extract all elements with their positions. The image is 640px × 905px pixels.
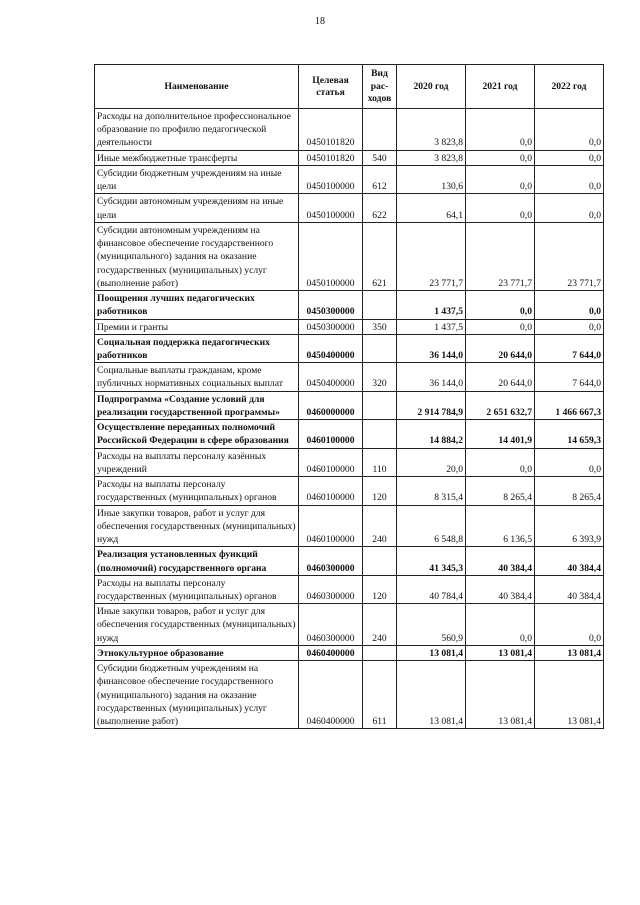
row-vid-cell: 120	[363, 575, 397, 603]
row-code-cell: 0460100000	[299, 505, 363, 547]
row-vid-cell: 240	[363, 505, 397, 547]
row-name-cell: Расходы на выплаты персоналу казённых учреждений	[95, 448, 299, 476]
table-row	[95, 165, 604, 193]
row-vid-cell	[363, 291, 397, 319]
row-2020-cell: 14 884,2	[397, 420, 466, 448]
row-vid-cell: 611	[363, 661, 397, 729]
table-row	[95, 334, 604, 362]
row-vid-cell: 350	[363, 319, 397, 334]
row-2020-cell: 40 784,4	[397, 575, 466, 603]
row-code-cell: 0450100000	[299, 222, 363, 290]
row-vid-cell	[363, 547, 397, 575]
row-2021-cell: 20 644,0	[466, 334, 535, 362]
table-row	[95, 420, 604, 448]
row-2021-cell: 23 771,7	[466, 222, 535, 290]
row-2022-cell: 13 081,4	[535, 661, 604, 729]
row-2020-cell: 1 437,5	[397, 291, 466, 319]
row-vid-cell	[363, 109, 397, 151]
row-vid-cell	[363, 645, 397, 660]
row-2020-cell: 36 144,0	[397, 363, 466, 391]
row-2021-cell: 40 384,4	[466, 547, 535, 575]
row-2020-cell: 20,0	[397, 448, 466, 476]
row-2022-cell: 13 081,4	[535, 645, 604, 660]
row-code-cell: 0460400000	[299, 661, 363, 729]
row-2020-cell: 23 771,7	[397, 222, 466, 290]
row-2020-cell: 41 345,3	[397, 547, 466, 575]
row-2022-cell: 8 265,4	[535, 477, 604, 505]
row-2020-cell: 1 437,5	[397, 319, 466, 334]
row-2021-cell: 13 081,4	[466, 645, 535, 660]
row-2021-cell: 0,0	[466, 150, 535, 165]
row-name-cell: Субсидии автономным учреждениям на финансовое обеспечение государственного (муниципального) задания на оказание государственных (муниципальных) услуг (выполнение работ)	[95, 222, 299, 290]
row-2022-cell: 0,0	[535, 604, 604, 646]
row-name-cell: Иные межбюджетные трансферты	[95, 150, 299, 165]
row-code-cell: 0460300000	[299, 604, 363, 646]
table-row	[95, 645, 604, 660]
header-2020: 2020 год	[397, 65, 466, 109]
row-code-cell: 0450101820	[299, 150, 363, 165]
row-2020-cell: 2 914 784,9	[397, 391, 466, 419]
table-row	[95, 575, 604, 603]
row-name-cell: Иные закупки товаров, работ и услуг для обеспечения государственных (муниципальных) нужд	[95, 604, 299, 646]
row-code-cell: 0450300000	[299, 291, 363, 319]
row-code-cell: 0450100000	[299, 165, 363, 193]
row-2021-cell: 0,0	[466, 194, 535, 222]
row-2022-cell: 0,0	[535, 194, 604, 222]
row-2020-cell: 6 548,8	[397, 505, 466, 547]
row-2020-cell: 36 144,0	[397, 334, 466, 362]
row-2022-cell: 6 393,9	[535, 505, 604, 547]
row-2021-cell: 0,0	[466, 448, 535, 476]
header-vid: Вид рас-ходов	[363, 65, 397, 109]
row-code-cell: 0450400000	[299, 334, 363, 362]
row-2021-cell: 6 136,5	[466, 505, 535, 547]
row-code-cell: 0450300000	[299, 319, 363, 334]
row-vid-cell: 110	[363, 448, 397, 476]
row-vid-cell: 120	[363, 477, 397, 505]
row-code-cell: 0460300000	[299, 547, 363, 575]
row-2021-cell: 0,0	[466, 291, 535, 319]
row-code-cell: 0450400000	[299, 363, 363, 391]
row-2021-cell: 40 384,4	[466, 575, 535, 603]
table-row	[95, 391, 604, 419]
row-name-cell: Реализация установленных функций (полномочий) государственного органа	[95, 547, 299, 575]
row-2021-cell: 14 401,9	[466, 420, 535, 448]
row-vid-cell	[363, 334, 397, 362]
row-2020-cell: 3 823,8	[397, 109, 466, 151]
row-2022-cell: 40 384,4	[535, 575, 604, 603]
row-2022-cell: 0,0	[535, 165, 604, 193]
row-vid-cell	[363, 391, 397, 419]
table-row	[95, 319, 604, 334]
row-2022-cell: 1 466 667,3	[535, 391, 604, 419]
row-2022-cell: 14 659,3	[535, 420, 604, 448]
row-code-cell: 0450100000	[299, 194, 363, 222]
table-row	[95, 547, 604, 575]
row-vid-cell: 240	[363, 604, 397, 646]
row-name-cell: Иные закупки товаров, работ и услуг для обеспечения государственных (муниципальных) нужд	[95, 505, 299, 547]
table-row	[95, 109, 604, 151]
table-row	[95, 505, 604, 547]
table-row	[95, 477, 604, 505]
row-2022-cell: 0,0	[535, 319, 604, 334]
header-2021: 2021 год	[466, 65, 535, 109]
row-code-cell: 0450101820	[299, 109, 363, 151]
row-code-cell: 0460300000	[299, 575, 363, 603]
row-name-cell: Расходы на дополнительное профессиональное образование по профилю педагогической деятельности	[95, 109, 299, 151]
row-code-cell: 0460400000	[299, 645, 363, 660]
row-code-cell: 0460100000	[299, 448, 363, 476]
row-2022-cell: 7 644,0	[535, 334, 604, 362]
row-vid-cell: 540	[363, 150, 397, 165]
row-name-cell: Расходы на выплаты персоналу государственных (муниципальных) органов	[95, 477, 299, 505]
row-name-cell: Субсидии бюджетным учреждениям на финансовое обеспечение государственного (муниципального) задания на оказание государственных (муниципальных) услуг (выполнение работ)	[95, 661, 299, 729]
row-2022-cell: 0,0	[535, 448, 604, 476]
row-2020-cell: 8 315,4	[397, 477, 466, 505]
row-vid-cell: 622	[363, 194, 397, 222]
row-name-cell: Расходы на выплаты персоналу государственных (муниципальных) органов	[95, 575, 299, 603]
row-code-cell: 0460100000	[299, 420, 363, 448]
row-2020-cell: 560,9	[397, 604, 466, 646]
row-name-cell: Премии и гранты	[95, 319, 299, 334]
table-body	[95, 109, 604, 729]
table-row	[95, 363, 604, 391]
row-vid-cell: 612	[363, 165, 397, 193]
table-row	[95, 291, 604, 319]
row-name-cell: Субсидии бюджетным учреждениям на иные цели	[95, 165, 299, 193]
row-2020-cell: 13 081,4	[397, 645, 466, 660]
header-code: Целевая статья	[299, 65, 363, 109]
row-vid-cell: 320	[363, 363, 397, 391]
row-2021-cell: 0,0	[466, 165, 535, 193]
row-name-cell: Субсидии автономным учреждениям на иные цели	[95, 194, 299, 222]
row-2022-cell: 7 644,0	[535, 363, 604, 391]
budget-table	[94, 64, 604, 729]
row-2021-cell: 0,0	[466, 604, 535, 646]
row-name-cell: Социальные выплаты гражданам, кроме публичных нормативных социальных выплат	[95, 363, 299, 391]
row-code-cell: 0460100000	[299, 477, 363, 505]
page-number: 18	[315, 16, 325, 27]
row-2022-cell: 0,0	[535, 150, 604, 165]
table-row	[95, 194, 604, 222]
table-row	[95, 222, 604, 290]
row-2021-cell: 13 081,4	[466, 661, 535, 729]
row-name-cell: Осуществление переданных полномочий Российской Федерации в сфере образования	[95, 420, 299, 448]
row-2021-cell: 0,0	[466, 319, 535, 334]
row-name-cell: Поощрения лучших педагогических работников	[95, 291, 299, 319]
row-code-cell: 0460000000	[299, 391, 363, 419]
table-header-row	[95, 65, 604, 109]
row-2022-cell: 40 384,4	[535, 547, 604, 575]
row-name-cell: Подпрограмма «Создание условий для реализации государственной программы»	[95, 391, 299, 419]
row-2022-cell: 0,0	[535, 291, 604, 319]
table-row	[95, 661, 604, 729]
table-row	[95, 604, 604, 646]
row-2020-cell: 3 823,8	[397, 150, 466, 165]
row-name-cell: Социальная поддержка педагогических работников	[95, 334, 299, 362]
row-2022-cell: 23 771,7	[535, 222, 604, 290]
row-2022-cell: 0,0	[535, 109, 604, 151]
header-2022: 2022 год	[535, 65, 604, 109]
table-row	[95, 448, 604, 476]
row-2021-cell: 0,0	[466, 109, 535, 151]
row-vid-cell: 621	[363, 222, 397, 290]
table-row	[95, 150, 604, 165]
row-2020-cell: 130,6	[397, 165, 466, 193]
row-2020-cell: 64,1	[397, 194, 466, 222]
header-name: Наименование	[95, 65, 299, 109]
row-name-cell: Этнокультурное образование	[95, 645, 299, 660]
row-2021-cell: 8 265,4	[466, 477, 535, 505]
row-vid-cell	[363, 420, 397, 448]
row-2021-cell: 2 651 632,7	[466, 391, 535, 419]
row-2021-cell: 20 644,0	[466, 363, 535, 391]
row-2020-cell: 13 081,4	[397, 661, 466, 729]
